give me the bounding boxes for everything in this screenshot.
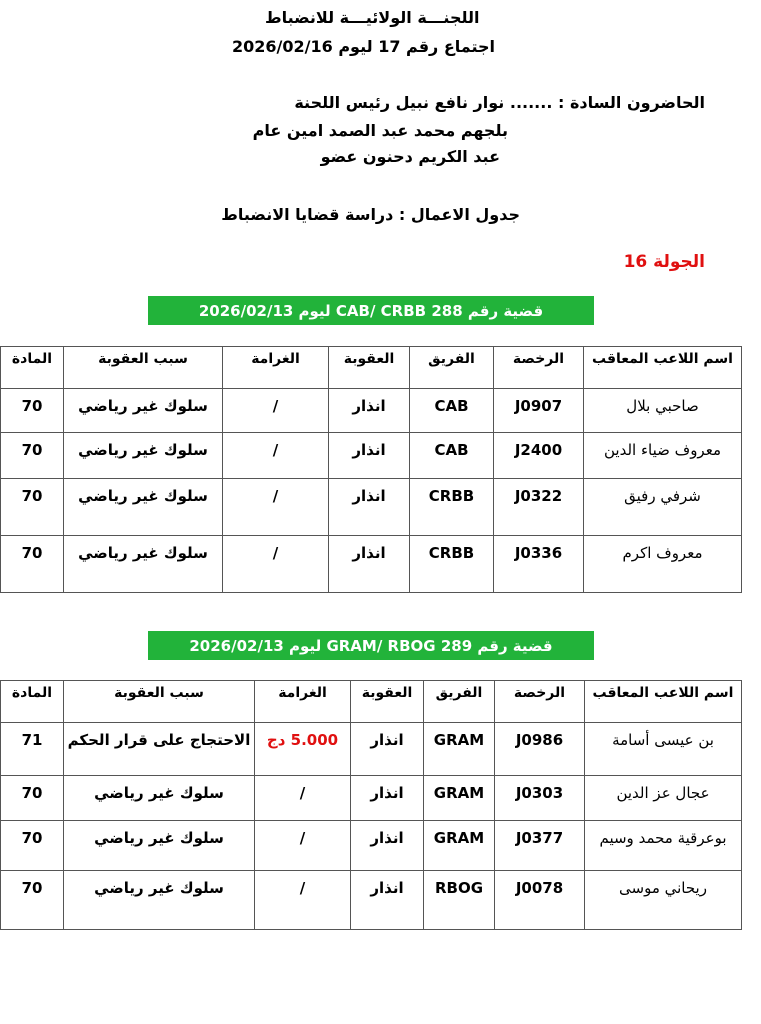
table-row <box>1 821 742 871</box>
table-cell: J0907 <box>494 389 584 433</box>
table-cell: J0322 <box>494 479 584 536</box>
table-cell: 5.000 دج <box>255 723 351 776</box>
table-cell: / <box>223 389 329 433</box>
case-table <box>0 346 742 593</box>
committee-title: اللجنـــة الولائيـــة للانضباط <box>265 8 480 27</box>
header-row <box>1 681 742 723</box>
table-cell: انذار <box>329 389 410 433</box>
table-row <box>1 479 742 536</box>
table-cell: سلوك غير رياضي <box>64 389 223 433</box>
table-cell: معروف ضياء الدين <box>584 433 742 479</box>
attendees-line2: بلجهم محمد عبد الصمد امين عام <box>252 121 508 140</box>
table-row <box>1 871 742 930</box>
table-row <box>1 389 742 433</box>
column-header: العقوبة <box>329 347 410 389</box>
column-header: سبب العقوبة <box>64 681 255 723</box>
table-cell: سلوك غير رياضي <box>64 433 223 479</box>
table-cell: انذار <box>351 871 424 930</box>
table-cell: / <box>255 871 351 930</box>
table-cell: CRBB <box>410 536 494 593</box>
table-cell: RBOG <box>424 871 495 930</box>
table-cell: انذار <box>351 776 424 821</box>
table-cell: بن عيسى أسامة <box>585 723 742 776</box>
column-header: المادة <box>1 347 64 389</box>
table-cell: معروف اكرم <box>584 536 742 593</box>
case-banner: قضية رقم 289 GRAM/ RBOG ليوم 2026/02/13 <box>148 631 594 660</box>
table-cell: GRAM <box>424 723 495 776</box>
table-cell: J0078 <box>495 871 585 930</box>
case-table <box>0 680 742 930</box>
column-header: الرخصة <box>494 347 584 389</box>
table-cell: J0377 <box>495 821 585 871</box>
table-cell: / <box>255 821 351 871</box>
table-cell: الاحتجاج على قرار الحكم <box>64 723 255 776</box>
column-header: سبب العقوبة <box>64 347 223 389</box>
round-number: الجولة 16 <box>623 252 705 272</box>
table-cell: انذار <box>351 821 424 871</box>
table-cell: بوعرقية محمد وسيم <box>585 821 742 871</box>
table-cell: 70 <box>1 776 64 821</box>
table-cell: J2400 <box>494 433 584 479</box>
table-cell: 70 <box>1 389 64 433</box>
attendees-line3: عبد الكريم دحنون عضو <box>320 147 500 166</box>
column-header: الغرامة <box>223 347 329 389</box>
table-cell: ريحاني موسى <box>585 871 742 930</box>
header-row <box>1 347 742 389</box>
table-cell: سلوك غير رياضي <box>64 536 223 593</box>
table-cell: 70 <box>1 433 64 479</box>
agenda: جدول الاعمال : دراسة قضايا الانضباط <box>221 205 520 224</box>
table-cell: شرفي رفيق <box>584 479 742 536</box>
column-header: الفريق <box>424 681 495 723</box>
table-cell: عجال عز الدين <box>585 776 742 821</box>
column-header: العقوبة <box>351 681 424 723</box>
table-cell: J0986 <box>495 723 585 776</box>
table-cell: / <box>223 479 329 536</box>
column-header: اسم اللاعب المعاقب <box>584 347 742 389</box>
table-cell: CRBB <box>410 479 494 536</box>
table-row <box>1 433 742 479</box>
table-cell: CAB <box>410 433 494 479</box>
column-header: المادة <box>1 681 64 723</box>
meeting-title: اجتماع رقم 17 ليوم 2026/02/16 <box>232 37 496 56</box>
case-banner: قضية رقم 288 CAB/ CRBB ليوم 2026/02/13 <box>148 296 594 325</box>
table-cell: CAB <box>410 389 494 433</box>
table-cell: / <box>223 536 329 593</box>
table-cell: GRAM <box>424 821 495 871</box>
table-cell: / <box>223 433 329 479</box>
table-cell: 70 <box>1 871 64 930</box>
table-row <box>1 776 742 821</box>
table-cell: انذار <box>329 479 410 536</box>
column-header: اسم اللاعب المعاقب <box>585 681 742 723</box>
column-header: الفريق <box>410 347 494 389</box>
column-header: الرخصة <box>495 681 585 723</box>
table-cell: GRAM <box>424 776 495 821</box>
table-cell: 70 <box>1 536 64 593</box>
attendees-line1: الحاضرون السادة : ....... نوار نافع نبيل رئيس اللحنة <box>294 93 705 112</box>
table-cell: 70 <box>1 479 64 536</box>
table-cell: انذار <box>329 536 410 593</box>
table-cell: سلوك غير رياضي <box>64 821 255 871</box>
table-row <box>1 536 742 593</box>
table-cell: انذار <box>329 433 410 479</box>
table-cell: 71 <box>1 723 64 776</box>
column-header: الغرامة <box>255 681 351 723</box>
table-cell: / <box>255 776 351 821</box>
table-cell: 70 <box>1 821 64 871</box>
table-cell: سلوك غير رياضي <box>64 776 255 821</box>
table-cell: انذار <box>351 723 424 776</box>
table-cell: سلوك غير رياضي <box>64 479 223 536</box>
table-cell: صاحبي بلال <box>584 389 742 433</box>
table-cell: سلوك غير رياضي <box>64 871 255 930</box>
table-cell: J0336 <box>494 536 584 593</box>
table-cell: J0303 <box>495 776 585 821</box>
table-row <box>1 723 742 776</box>
